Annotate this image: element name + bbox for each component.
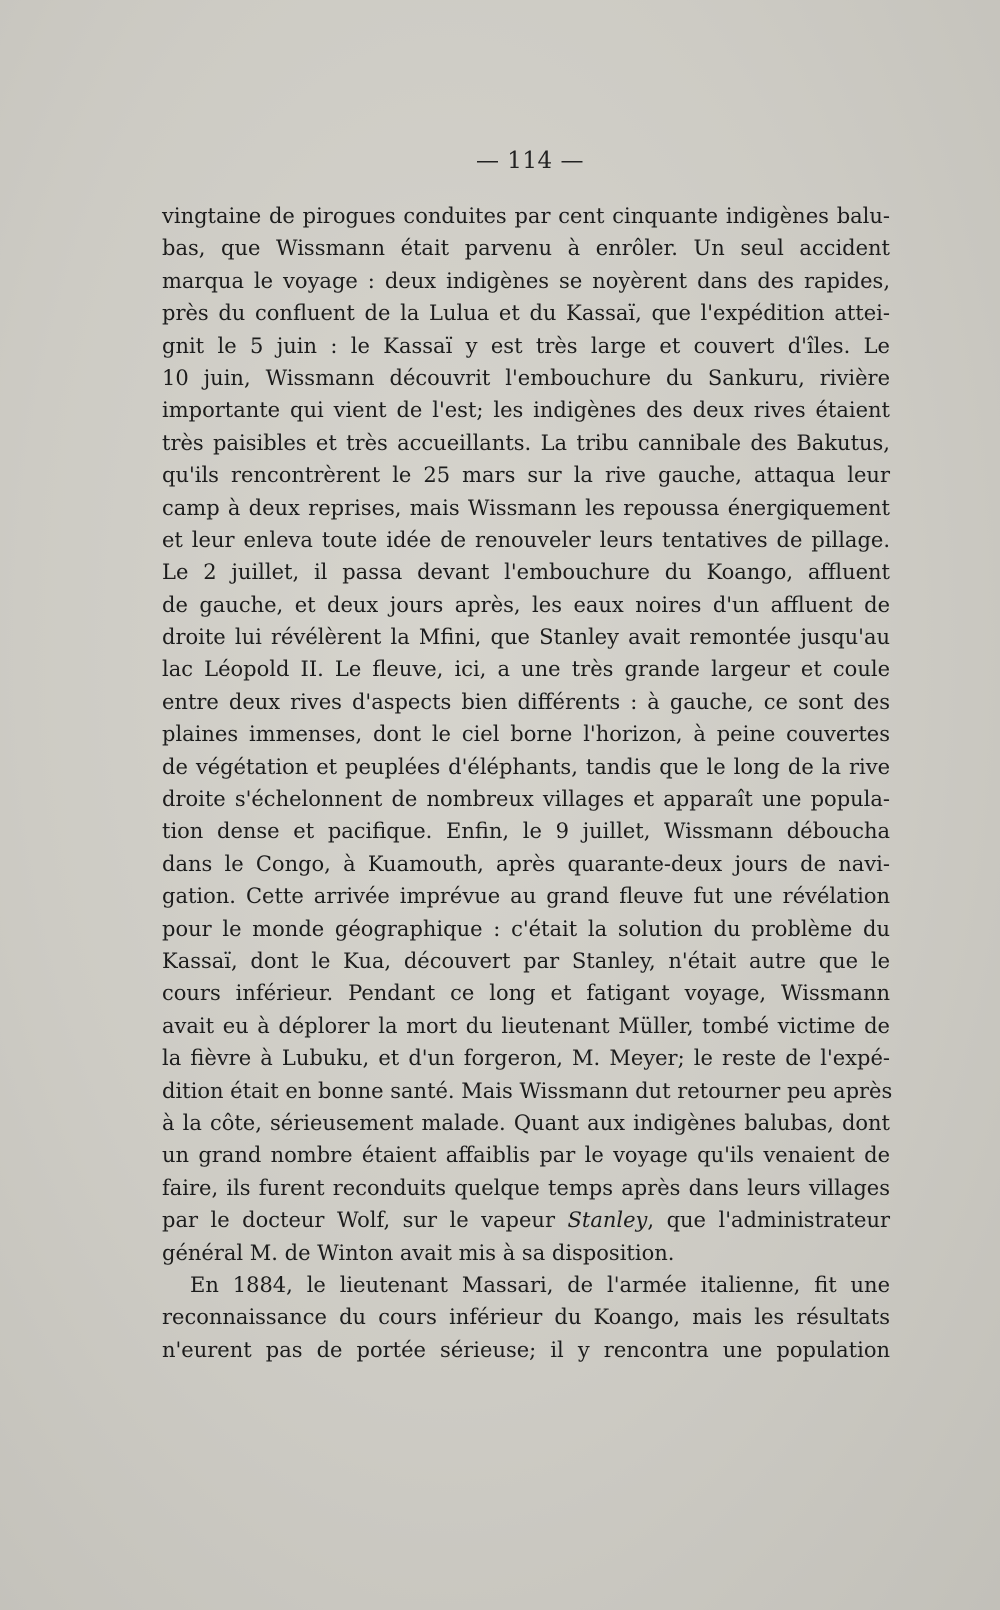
- text-line: gation. Cette arrivée imprévue au grand fleuve fut une révélation: [162, 884, 890, 909]
- text-line: n'eurent pas de portée sérieuse; il y rencontra une population: [162, 1337, 890, 1362]
- text-line: marqua le voyage : deux indigènes se noyèrent dans des rapides,: [162, 268, 890, 293]
- text-line: près du confluent de la Lulua et du Kassaï, que l'expédition attei-: [162, 301, 890, 326]
- text-line: camp à deux reprises, mais Wissmann les repoussa énergiquement: [162, 495, 890, 520]
- text-line: de végétation et peuplées d'éléphants, tandis que le long de la rive: [162, 754, 890, 779]
- text-line: la fièvre à Lubuku, et d'un forgeron, M. Meyer; le reste de l'expé-: [162, 1046, 890, 1071]
- text-line: de gauche, et deux jours après, les eaux noires d'un affluent de: [162, 592, 890, 617]
- text-line: faire, ils furent reconduits quelque temps après dans leurs villages: [162, 1175, 890, 1200]
- page-number: — 114 —: [475, 148, 585, 174]
- text-line: droite lui révélèrent la Mfini, que Stanley avait remontée jusqu'au: [162, 625, 890, 650]
- text-line: 10 juin, Wissmann découvrit l'embouchure du Sankuru, rivière: [162, 365, 890, 390]
- text-line: entre deux rives d'aspects bien différents : à gauche, ce sont des: [162, 689, 890, 714]
- text-line: droite s'échelonnent de nombreux villages et apparaît une popula-: [162, 787, 890, 812]
- text-line: à la côte, sérieusement malade. Quant aux indigènes balubas, dont: [162, 1110, 890, 1135]
- paragraph-end-line: général M. de Winton avait mis à sa disposition.: [162, 1240, 675, 1265]
- ship-name: Stanley: [567, 1208, 648, 1233]
- text-line: lac Léopold II. Le fleuve, ici, a une très grande largeur et coule: [162, 657, 890, 682]
- text-line: cours inférieur. Pendant ce long et fatigant voyage, Wissmann: [162, 981, 890, 1006]
- text-line: tion dense et pacifique. Enfin, le 9 juillet, Wissmann déboucha: [162, 819, 890, 844]
- text-line: qu'ils rencontrèrent le 25 mars sur la rive gauche, attaqua leur: [162, 463, 890, 488]
- text-line: très paisibles et très accueillants. La tribu cannibale des Bakutus,: [162, 430, 890, 455]
- text-line: pour le monde géographique : c'était la solution du problème du: [162, 916, 890, 941]
- text-line: par le docteur Wolf, sur le vapeur Stanley, que l'administrateur: [162, 1208, 891, 1233]
- text-line: dans le Congo, à Kuamouth, après quarante-deux jours de navi-: [162, 851, 890, 876]
- text-line: vingtaine de pirogues conduites par cent cinquante indigènes balu-: [162, 204, 890, 228]
- text-line: un grand nombre étaient affaiblis par le voyage qu'ils venaient de: [162, 1143, 890, 1168]
- text-line: importante qui vient de l'est; les indigènes des deux rives étaient: [162, 398, 890, 423]
- text-line: avait eu à déplorer la mort du lieutenant Müller, tombé victime de: [162, 1013, 890, 1038]
- text-line: bas, que Wissmann était parvenu à enrôler. Un seul accident: [162, 236, 890, 261]
- text-line: gnit le 5 juin : le Kassaï y est très large et couvert d'îles. Le: [162, 333, 890, 358]
- text-line: plaines immenses, dont le ciel borne l'horizon, à peine couvertes: [162, 722, 890, 747]
- text-line: et leur enleva toute idée de renouveler leurs tentatives de pillage.: [162, 527, 890, 552]
- body-text: [162, 200, 893, 1366]
- text-line: dition était en bonne santé. Mais Wissmann dut retourner peu après: [162, 1078, 893, 1103]
- text-line: Le 2 juillet, il passa devant l'embouchure du Koango, affluent: [162, 560, 890, 585]
- text-line: Kassaï, dont le Kua, découvert par Stanley, n'était autre que le: [162, 948, 890, 973]
- paragraph-start-line: En 1884, le lieutenant Massari, de l'armée italienne, fit une: [190, 1272, 890, 1297]
- text-line: reconnaissance du cours inférieur du Koango, mais les résultats: [162, 1305, 890, 1330]
